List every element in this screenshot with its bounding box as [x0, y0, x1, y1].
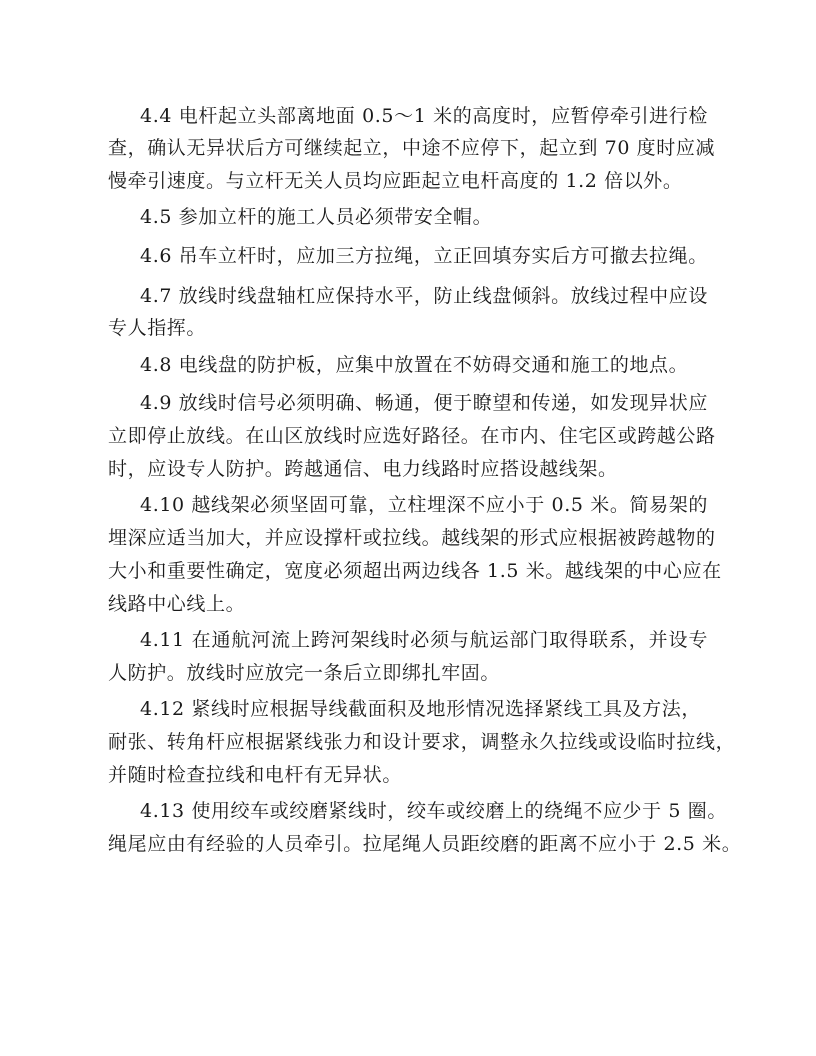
paragraph-line: 4.6 吊车立杆时，应加三方拉绳，立正回填夯实后方可撤去拉绳。: [140, 245, 708, 267]
paragraph-line: 4.13 使用绞车或绞磨紧线时，绞车或绞磨上的绕绳不应少于 5 圈。: [140, 800, 727, 822]
paragraph-line: 并随时检查拉线和电杆有无异状。: [108, 764, 403, 786]
paragraph-line: 4.4 电杆起立头部离地面 0.5～1 米的高度时，应暂停牵引进行检: [140, 105, 708, 127]
paragraph-line: 慢牵引速度。与立杆无关人员均应距起立电杆高度的 1.2 倍以外。: [108, 170, 683, 192]
paragraph-line: 4.10 越线架必须坚固可靠，立柱埋深不应小于 0.5 米。简易架的: [140, 494, 708, 516]
paragraph-line: 4.9 放线时信号必须明确、畅通，便于瞭望和传递，如发现异状应: [140, 392, 708, 414]
paragraph-line: 立即停止放线。在山区放线时应选好路径。在市内、住宅区或跨越公路: [108, 425, 716, 447]
paragraph-line: 绳尾应由有经验的人员牵引。拉尾绳人员距绞磨的距离不应小于 2.5 米。: [108, 833, 742, 855]
paragraph-line: 线路中心线上。: [108, 593, 246, 615]
paragraph-line: 时，应设专人防护。跨越通信、电力线路时应搭设越线架。: [108, 458, 618, 480]
paragraph-line: 专人指挥。: [108, 317, 207, 339]
paragraph-line: 4.12 紧线时应根据导线截面积及地形情况选择紧线工具及方法，: [140, 698, 701, 720]
paragraph-line: 4.11 在通航河流上跨河架线时必须与航运部门取得联系，并设专: [140, 629, 708, 651]
paragraph-line: 4.5 参加立杆的施工人员必须带安全帽。: [140, 206, 493, 228]
paragraph-line: 大小和重要性确定，宽度必须超出两边线各 1.5 米。越线架的中心应在: [108, 560, 722, 582]
paragraph-line: 埋深应适当加大，并应设撑杆或拉线。越线架的形式应根据被跨越物的: [108, 527, 716, 549]
paragraph-line: 4.7 放线时线盘轴杠应保持水平，防止线盘倾斜。放线过程中应设: [140, 285, 708, 307]
paragraph-line: 4.8 电线盘的防护板，应集中放置在不妨碍交通和施工的地点。: [140, 354, 689, 376]
paragraph-line: 人防护。放线时应放完一条后立即绑扎牢固。: [108, 662, 501, 684]
paragraph-line: 耐张、转角杆应根据紧线张力和设计要求，调整永久拉线或设临时拉线，: [108, 731, 736, 753]
paragraph-line: 查，确认无异状后方可继续起立，中途不应停下，起立到 70 度时应减: [108, 137, 716, 159]
